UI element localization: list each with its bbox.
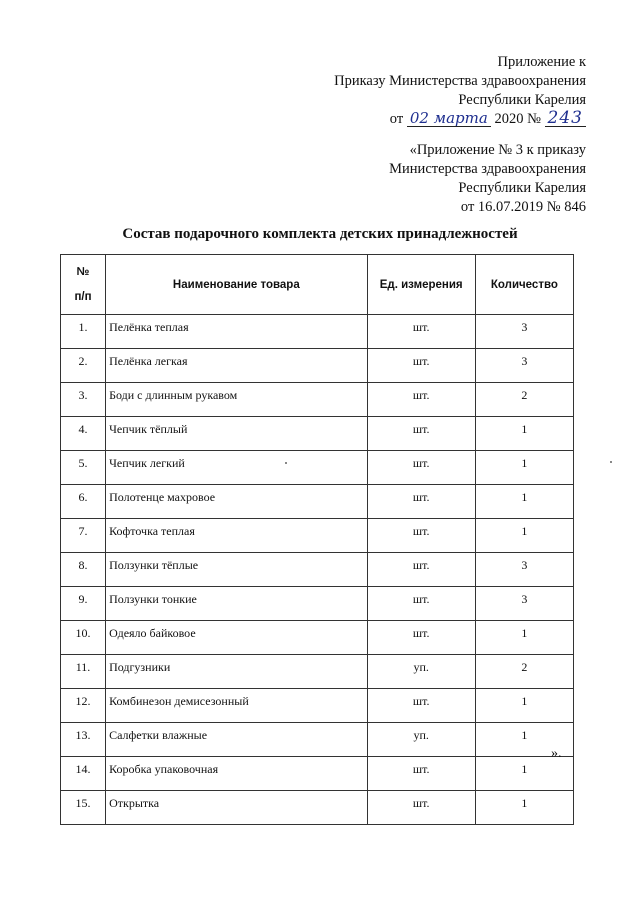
item-name: Коробка упаковочная bbox=[106, 757, 368, 791]
row-number: 2. bbox=[61, 349, 106, 383]
handwritten-date: 02 марта bbox=[407, 110, 491, 127]
item-name: Ползунки тёплые bbox=[106, 553, 368, 587]
item-quantity: 3 bbox=[475, 553, 573, 587]
reference-line3: Республики Карелия bbox=[458, 180, 586, 196]
item-quantity: 2 bbox=[475, 383, 573, 417]
item-name: Одеяло байковое bbox=[106, 621, 368, 655]
item-name: Подгузники bbox=[106, 655, 368, 689]
row-number: 7. bbox=[61, 519, 106, 553]
item-name: Ползунки тонкие bbox=[106, 587, 368, 621]
date-prefix: от bbox=[389, 111, 404, 127]
table-row bbox=[61, 417, 574, 451]
item-quantity: 2 bbox=[475, 655, 573, 689]
handwritten-order-number: 243 bbox=[545, 110, 586, 127]
item-quantity: 1 bbox=[475, 485, 573, 519]
item-unit: шт. bbox=[367, 757, 475, 791]
row-number: 6. bbox=[61, 485, 106, 519]
header-qty: Количество bbox=[475, 255, 573, 315]
item-unit: шт. bbox=[367, 417, 475, 451]
row-number: 5. bbox=[61, 451, 106, 485]
item-unit: шт. bbox=[367, 485, 475, 519]
item-unit: шт. bbox=[367, 621, 475, 655]
item-quantity: 1 bbox=[475, 689, 573, 723]
item-name: Боди с длинным рукавом bbox=[106, 383, 368, 417]
gift-set-table bbox=[60, 254, 574, 825]
row-number: 13. bbox=[61, 723, 106, 757]
year-number-label: 2020 № bbox=[494, 111, 541, 127]
table-row bbox=[61, 757, 574, 791]
reference-line1: «Приложение № 3 к приказу bbox=[409, 142, 586, 158]
item-unit: шт. bbox=[367, 519, 475, 553]
item-quantity: 1 bbox=[475, 621, 573, 655]
item-name: Открытка bbox=[106, 791, 368, 825]
item-unit: шт. bbox=[367, 553, 475, 587]
closing-quote: ». bbox=[551, 746, 562, 761]
table-row bbox=[61, 315, 574, 349]
item-unit: шт. bbox=[367, 587, 475, 621]
table-row bbox=[61, 553, 574, 587]
item-unit: уп. bbox=[367, 655, 475, 689]
row-number: 8. bbox=[61, 553, 106, 587]
item-name: Пелёнка теплая bbox=[106, 315, 368, 349]
row-number: 11. bbox=[61, 655, 106, 689]
header-name: Наименование товара bbox=[106, 255, 368, 315]
row-number: 14. bbox=[61, 757, 106, 791]
item-name: Кофточка теплая bbox=[106, 519, 368, 553]
item-quantity: 3 bbox=[475, 315, 573, 349]
table-row bbox=[61, 349, 574, 383]
item-quantity: 1 bbox=[475, 451, 573, 485]
item-unit: шт. bbox=[367, 349, 475, 383]
table-row bbox=[61, 383, 574, 417]
table-body bbox=[61, 315, 574, 825]
item-unit: шт. bbox=[367, 791, 475, 825]
item-quantity: 1 bbox=[475, 757, 573, 791]
table-row bbox=[61, 485, 574, 519]
reference-line2: Министерства здравоохранения bbox=[389, 161, 586, 177]
header-unit: Ед. измерения bbox=[367, 255, 475, 315]
item-name: Чепчик легкий bbox=[106, 451, 368, 485]
item-quantity: 1 bbox=[475, 791, 573, 825]
header-number-sign: № bbox=[76, 265, 90, 278]
table-row bbox=[61, 621, 574, 655]
item-quantity: 3 bbox=[475, 349, 573, 383]
row-number: 3. bbox=[61, 383, 106, 417]
item-name: Салфетки влажные bbox=[106, 723, 368, 757]
item-unit: шт. bbox=[367, 315, 475, 349]
document-title: Состав подарочного комплекта детских принадлежностей bbox=[122, 226, 518, 242]
appendix-header-line1: Приложение к bbox=[497, 54, 586, 70]
scan-speck bbox=[610, 461, 612, 463]
item-name: Чепчик тёплый bbox=[106, 417, 368, 451]
table-row bbox=[61, 791, 574, 825]
row-number: 4. bbox=[61, 417, 106, 451]
item-name: Полотенце махровое bbox=[106, 485, 368, 519]
header-number-pp: п/п bbox=[74, 290, 92, 303]
row-number: 10. bbox=[61, 621, 106, 655]
scan-speck bbox=[285, 462, 287, 464]
row-number: 12. bbox=[61, 689, 106, 723]
item-name: Пелёнка легкая bbox=[106, 349, 368, 383]
item-unit: шт. bbox=[367, 451, 475, 485]
row-number: 1. bbox=[61, 315, 106, 349]
row-number: 15. bbox=[61, 791, 106, 825]
table-row bbox=[61, 519, 574, 553]
item-name: Комбинезон демисезонный bbox=[106, 689, 368, 723]
appendix-header-line3: Республики Карелия bbox=[458, 92, 586, 108]
table-row bbox=[61, 587, 574, 621]
item-quantity: 1 bbox=[475, 417, 573, 451]
table-row bbox=[61, 451, 574, 485]
reference-header bbox=[389, 141, 586, 217]
appendix-date-line bbox=[334, 110, 586, 129]
table-header-row bbox=[61, 255, 574, 315]
item-unit: шт. bbox=[367, 383, 475, 417]
item-quantity: 1 bbox=[475, 723, 573, 757]
reference-line4: от 16.07.2019 № 846 bbox=[460, 199, 586, 215]
row-number: 9. bbox=[61, 587, 106, 621]
item-quantity: 1 bbox=[475, 519, 573, 553]
item-quantity: 3 bbox=[475, 587, 573, 621]
appendix-header bbox=[334, 53, 586, 129]
item-unit: уп. bbox=[367, 723, 475, 757]
appendix-header-line2: Приказу Министерства здравоохранения bbox=[334, 73, 586, 89]
table-row bbox=[61, 655, 574, 689]
item-unit: шт. bbox=[367, 689, 475, 723]
table-row bbox=[61, 723, 574, 757]
header-number bbox=[61, 255, 106, 315]
table-row bbox=[61, 689, 574, 723]
